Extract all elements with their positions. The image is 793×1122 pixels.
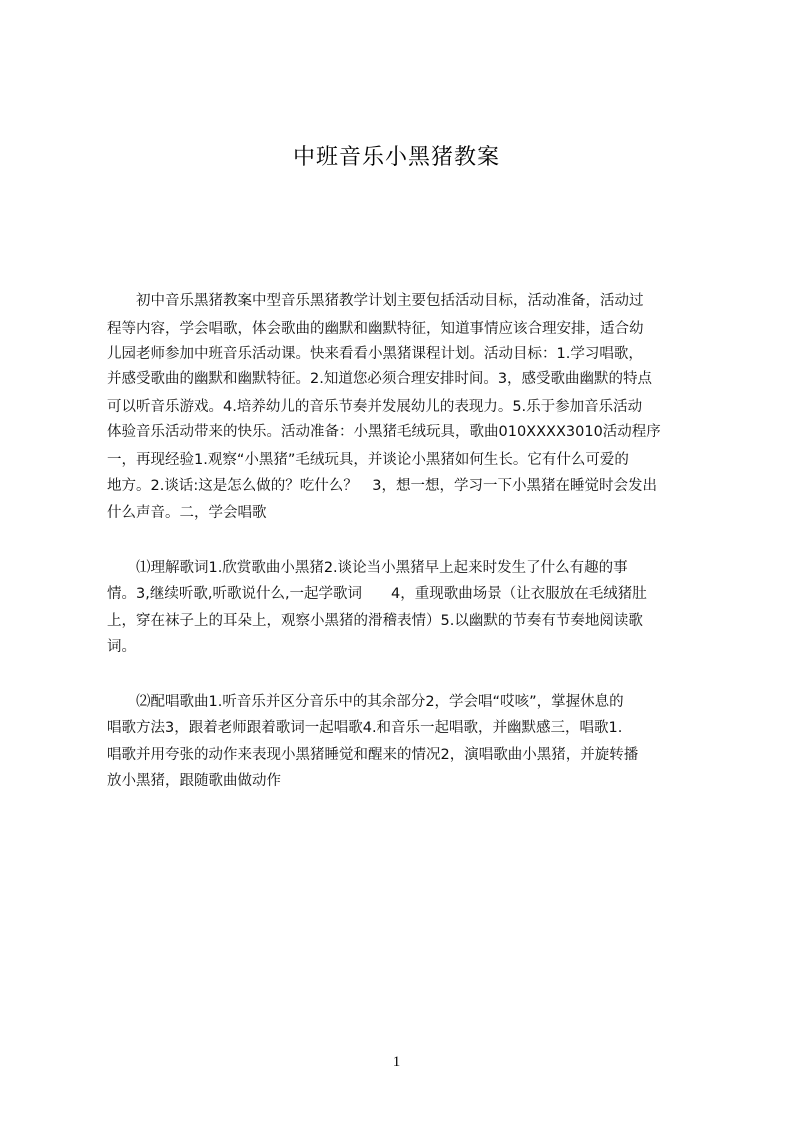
text-line: 程等内容，学会唱歌，体会歌曲的幽默和幽默特征，知道事情应该合理安排，适合幼 [107, 321, 644, 337]
text-line: 上，穿在袜子上的耳朵上，观察小黑猪的滑稽表情）5.以幽默的节奏有节奏地阅读歌 [107, 613, 643, 629]
text-line: 什么声音。二，学会唱歌 [107, 505, 267, 521]
text-line: 词。 [107, 639, 136, 655]
text-line: 并感受歌曲的幽默和幽默特征。2.知道您必须合理安排时间。3，感受歌曲幽默的特点 [107, 371, 653, 387]
text-line: 情。3,继续听歌,听歌说什么,一起学歌词 4，重现歌曲场景（让衣服放在毛绒猪肚 [107, 586, 647, 602]
text-line: 地方。2.谈话:这是怎么做的？吃什么？ 3，想一想，学习一下小黑猪在睡觉时会发出 [107, 478, 657, 494]
page-number: 1 [392, 1054, 401, 1070]
text-line: 可以听音乐游戏。4.培养幼儿的音乐节奏并发展幼儿的表现力。5.乐于参加音乐活动 [107, 399, 643, 415]
text-line: 唱歌并用夸张的动作来表现小黑猪睡觉和醒来的情况2，演唱歌曲小黑猪，并旋转播 [107, 747, 639, 763]
text-line: ⑴理解歌词1.欣赏歌曲小黑猪2.谈论当小黑猪早上起来时发生了什么有趣的事 [107, 560, 628, 576]
text-line: 体验音乐活动带来的快乐。活动准备：小黑猪毛绒玩具，歌曲010XXXX3010活动程序 [107, 424, 661, 440]
text-line: ⑵配唱歌曲1.听音乐并区分音乐中的其余部分2，学会唱“哎咳”，掌握休息的 [107, 694, 624, 710]
text-line: 一，再现经验1.观察“小黑猪”毛绒玩具，并谈论小黑猪如何生长。它有什么可爱的 [107, 452, 629, 468]
text-line: 唱歌方法3，跟着老师跟着歌词一起唱歌4.和音乐一起唱歌，并幽默感三，唱歌1. [107, 720, 623, 736]
text-line: 儿园老师参加中班音乐活动课。快来看看小黑猪课程计划。活动目标：1.学习唱歌， [107, 346, 643, 362]
text-line: 放小黑猪，跟随歌曲做动作 [107, 773, 281, 789]
text-line: 初中音乐黑猪教案中型音乐黑猪教学计划主要包括活动目标，活动准备，活动过 [107, 293, 644, 309]
document-title: 中班音乐小黑猪教案 [292, 145, 500, 170]
